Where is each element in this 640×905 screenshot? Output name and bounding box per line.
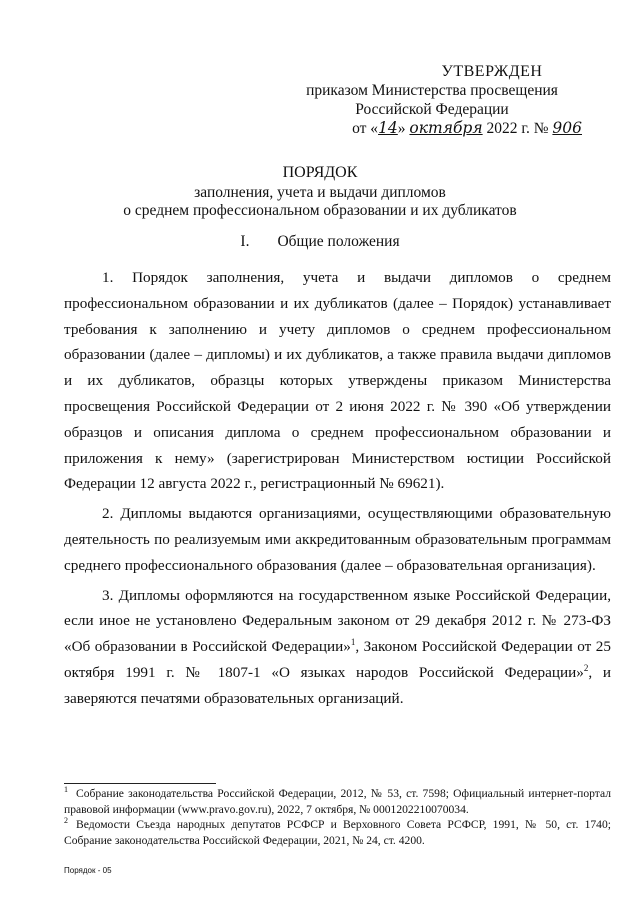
footnote-2-text: Ведомости Съезда народных депутатов РСФСР и Верховного Совета РСФСР, 1991, № 50, ст. 1740; Собрание законодательства Российской Федерации, 2021, № 24, ст. 4200.	[64, 818, 611, 847]
footnote-1	[64, 786, 611, 817]
footnotes	[64, 786, 611, 848]
paragraph-1: 1. Порядок заполнения, учета и выдачи дипломов о среднем профессиональном образовании и их дубликатов (далее – Порядок) устанавливает требования к заполнению и учету дипломов о среднем профессиональном образовании (далее – дипломы) и их дубликатов, а также правила выдачи дипломов и их дубликатов, образцы которых утверждены приказом Министерства просвещения Российской Федерации от 2 июня 2022 г. № 390 «Об утверждении образцов и описания диплома о среднем профессиональном образовании и приложения к нему» (зарегистрирован Министерством юстиции Российской Федерации 12 августа 2022 г., регистрационный № 69621).	[64, 269, 611, 493]
approval-line-1: приказом Министерства просвещения	[306, 82, 558, 99]
document-body	[64, 265, 611, 716]
section-name: Общие положения	[277, 233, 400, 250]
section-number: I.	[240, 233, 250, 250]
document-title: ПОРЯДОК	[282, 164, 358, 181]
footnote-1-text: Собрание законодательства Российской Федерации, 2012, № 53, ст. 7598; Официальный интернет-портал правовой информации (www.pravo.gov.ru), 2022, 7 октября, № 0001202210070034.	[64, 787, 611, 816]
footnote-1-number: 1	[64, 785, 68, 795]
approval-heading: УТВЕРЖДЕН	[441, 63, 543, 80]
paragraph-3-part-1: 3. Дипломы оформляются на государственном языке Российской Федерации, если иное не установлено Федеральным законом от 29 декабря 2012 г. № 273-ФЗ «Об образовании в Российской Федерации»	[64, 586, 611, 656]
footnote-2-number: 2	[64, 816, 68, 826]
date-year: 2022 г. №	[482, 120, 553, 137]
section-heading	[0, 233, 640, 251]
page-identifier: Порядок - 05	[64, 866, 112, 875]
footnote-ref-2: 2	[583, 662, 589, 673]
handwritten-month: октября	[409, 119, 483, 137]
approval-date-line	[282, 119, 582, 138]
footnote-ref-1: 1	[350, 637, 356, 648]
paragraph-2: 2. Дипломы выдаются организациями, осуществляющими образовательную деятельность по реализуемым ими аккредитованным образовательным программам среднего профессионального образования (далее – образовательная организация).	[64, 505, 611, 574]
paragraph-3	[64, 583, 611, 712]
paragraph-3-part-2: , Законом Российской Федерации от 25 октября 1991 г. № 1807-1 «О языках народов Российской Федерации»	[64, 638, 611, 681]
paragraph-3-part-3: , и заверяются печатями образовательных организаций.	[64, 663, 611, 707]
document-subtitle-1: заполнения, учета и выдачи дипломов	[194, 184, 446, 201]
approval-line-2: Российской Федерации	[355, 101, 509, 118]
date-prefix: от «	[352, 120, 379, 137]
footnote-divider	[64, 783, 216, 784]
handwritten-day: 14	[378, 119, 398, 137]
date-mid: »	[397, 120, 410, 137]
handwritten-order-number: 906	[552, 119, 582, 137]
approval-stamp-block	[282, 62, 582, 138]
document-subtitle-2: о среднем профессиональном образовании и их дубликатов	[123, 202, 517, 219]
footnote-2	[64, 817, 611, 848]
